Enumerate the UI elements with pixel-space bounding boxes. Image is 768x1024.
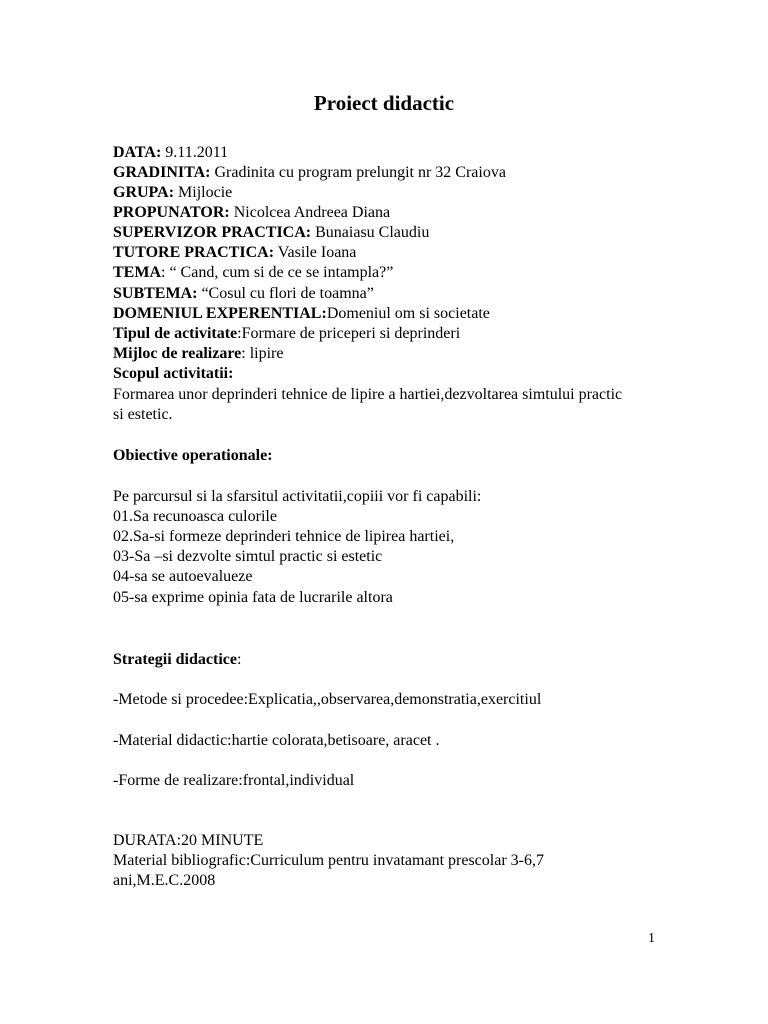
field-label: Tipul de activitate bbox=[113, 325, 238, 342]
objective-item: 05-sa exprime opinia fata de lucrarile altora bbox=[113, 589, 393, 606]
field-value: 9.11.2011 bbox=[161, 144, 229, 161]
field-value: Domeniul om si societate bbox=[326, 305, 490, 322]
field-value: : lipire bbox=[241, 345, 284, 362]
field-label: TEMA bbox=[113, 264, 161, 281]
durata: DURATA:20 MINUTE bbox=[113, 832, 264, 849]
objective-item: 01.Sa recunoasca culorile bbox=[113, 508, 277, 525]
strategii-heading-colon: : bbox=[236, 651, 242, 668]
field-label: Mijloc de realizare bbox=[113, 345, 242, 362]
scop-text: Formarea unor deprinderi tehnice de lipire a hartiei,dezvoltarea simtului practic si estetic. bbox=[113, 386, 623, 423]
field-label: GRUPA: bbox=[113, 184, 175, 201]
objective-item: 02.Sa-si formeze deprinderi tehnice de lipirea hartiei, bbox=[113, 528, 455, 545]
field-label: TUTORE PRACTICA: bbox=[113, 244, 275, 261]
field-domeniul bbox=[113, 304, 490, 324]
field-tema bbox=[113, 263, 393, 283]
strategii-material: -Material didactic:hartie colorata,betisoare, aracet . bbox=[113, 732, 440, 749]
obiective-intro: Pe parcursul si la sfarsitul activitatii,copiii vor fi capabili: bbox=[113, 488, 482, 505]
field-label: GRADINITA: bbox=[113, 164, 211, 181]
field-value: :Formare de priceperi si deprinderi bbox=[237, 325, 461, 342]
field-label: SUBTEMA: bbox=[113, 285, 198, 302]
field-tipul bbox=[113, 324, 460, 344]
field-grupa bbox=[113, 183, 232, 203]
field-value: Mijlocie bbox=[174, 184, 233, 201]
field-data bbox=[113, 143, 228, 163]
field-gradinita bbox=[113, 163, 506, 183]
field-tutore bbox=[113, 243, 356, 263]
field-value: Bunaiasu Claudiu bbox=[311, 224, 430, 241]
field-label: PROPUNATOR: bbox=[113, 204, 230, 221]
field-label: DATA: bbox=[113, 144, 162, 161]
field-value: Gradinita cu program prelungit nr 32 Craiova bbox=[210, 164, 506, 181]
objective-item: 04-sa se autoevalueze bbox=[113, 568, 253, 585]
strategii-metode: -Metode si procedee:Explicatia,,observarea,demonstratia,exercitiul bbox=[113, 691, 542, 708]
field-value: “Cosul cu flori de toamna” bbox=[197, 285, 374, 302]
field-propunator bbox=[113, 203, 390, 223]
bibliografie: Material bibliografic:Curriculum pentru invatamant prescolar 3-6,7 ani,M.E.C.2008 bbox=[113, 852, 544, 889]
field-value: Nicolcea Andreea Diana bbox=[229, 204, 391, 221]
field-value: Vasile Ioana bbox=[274, 244, 357, 261]
field-subtema bbox=[113, 284, 374, 304]
document-title: Proiect didactic bbox=[313, 91, 455, 115]
field-label: SUPERVIZOR PRACTICA: bbox=[113, 224, 312, 241]
strategii-heading bbox=[113, 650, 241, 670]
obiective-heading: Obiective operationale: bbox=[113, 447, 273, 464]
field-label: DOMENIUL EXPERENTIAL: bbox=[113, 305, 327, 322]
strategii-heading-label: Strategii didactice bbox=[113, 651, 237, 668]
field-supervizor bbox=[113, 223, 429, 243]
scop-heading: Scopul activitatii: bbox=[113, 365, 234, 382]
strategii-forme: -Forme de realizare:frontal,individual bbox=[113, 772, 355, 789]
objective-item: 03-Sa –si dezvolte simtul practic si estetic bbox=[113, 548, 383, 565]
field-value: : “ Cand, cum si de ce se intampla?” bbox=[161, 264, 394, 281]
field-mijloc bbox=[113, 344, 283, 364]
page-number: 1 bbox=[648, 931, 655, 946]
